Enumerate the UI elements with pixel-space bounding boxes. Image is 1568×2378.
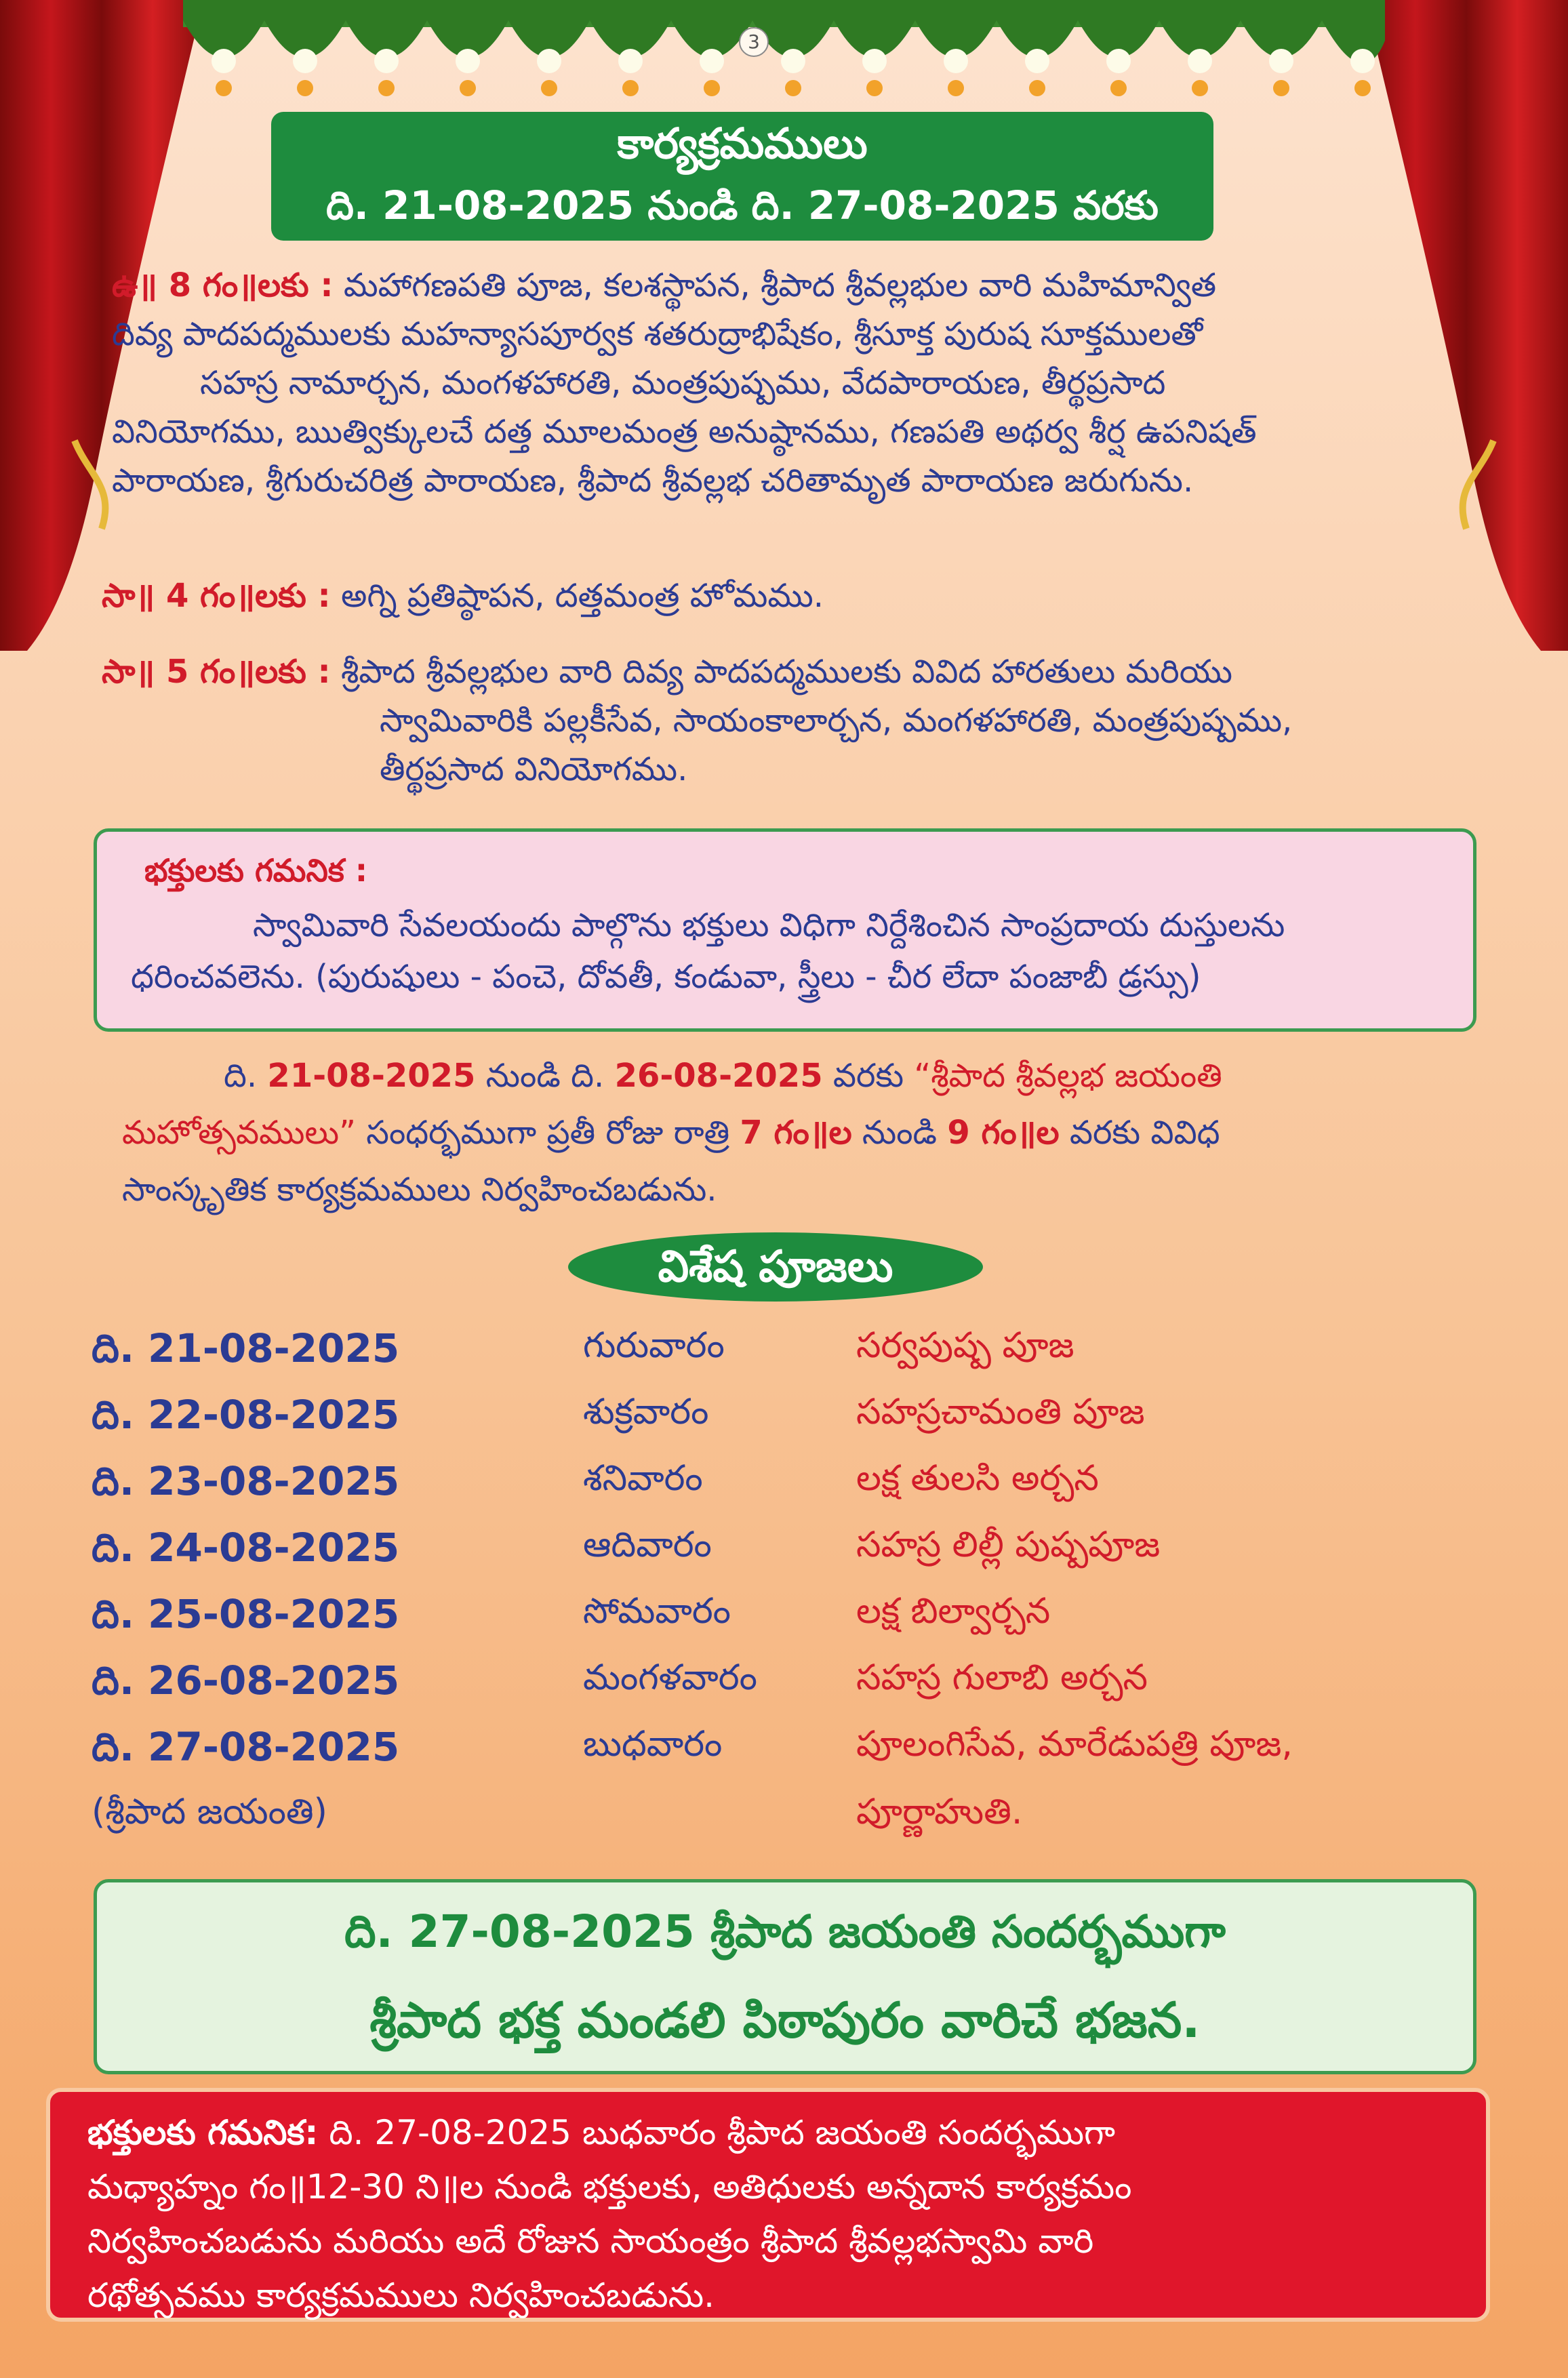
title-box <box>271 112 1213 241</box>
bhajan-box <box>94 1879 1476 2074</box>
schedule-line: స్వామివారికి పల్లకీసేవ, సాయంకాలార్చన, మంగళహారతి, మంత్రపుష్పము, <box>380 702 1293 740</box>
puja-name: సహస్రచామంతి పూజ <box>856 1392 1145 1432</box>
puja-name-cont: పూర్ణాహుతి. <box>856 1792 1023 1832</box>
schedule-line: పారాయణ, శ్రీగురుచరిత్ర పారాయణ, శ్రీపాద శ్రీవల్లభ చరితామృత పారాయణ జరుగును. <box>112 462 1194 500</box>
festival-name: మహోత్సవములు” <box>122 1114 356 1152</box>
puja-date: ది. 27-08-2025 <box>92 1724 400 1770</box>
puja-table <box>92 1325 1481 1853</box>
annadanam-notice <box>46 2088 1490 2322</box>
festival-name: “శ్రీపాద శ్రీవల్లభ జయంతి <box>914 1057 1222 1095</box>
schedule-time: సా॥ 5 గం॥లకు : <box>102 653 331 691</box>
puja-day: సోమవారం <box>583 1591 731 1632</box>
bhajan-line: ది. 27-08-2025 శ్రీపాద జయంతి సందర్భముగా <box>344 1906 1226 1958</box>
date: 21-08-2025 <box>267 1057 476 1095</box>
puja-date-note: (శ్రీపాద జయంతి) <box>92 1792 327 1832</box>
puja-day: గురువారం <box>583 1325 725 1366</box>
notice-line: స్వామివారి సేవలయందు పాల్గొను భక్తులు విధిగా నిర్దేశించిన సాంప్రదాయ దుస్తులను <box>253 906 1285 944</box>
schedule-line: శ్రీపాద శ్రీవల్లభుల వారి దివ్య పాదపద్మములకు వివిద హారతులు మరియు <box>341 653 1233 691</box>
time: 9 గం॥ల <box>947 1114 1060 1152</box>
special-pujas-title: విశేష పూజలు <box>568 1232 983 1302</box>
puja-date: ది. 23-08-2025 <box>92 1458 400 1504</box>
text: వరకు <box>832 1057 904 1095</box>
notice-line: రథోత్సవము కార్యక్రమములు నిర్వహించబడును. <box>87 2276 715 2315</box>
schedule-morning <box>112 261 1468 505</box>
puja-date: ది. 21-08-2025 <box>92 1325 400 1371</box>
puja-row <box>92 1392 1481 1458</box>
text: నుండి ది. <box>485 1057 605 1095</box>
schedule-evening-4 <box>102 571 1491 620</box>
puja-name: సర్వపుష్ప పూజ <box>856 1325 1074 1366</box>
schedule-line: అగ్ని ప్రతిష్ఠాపన, దత్తమంత్ర హోమము. <box>341 577 824 615</box>
puja-day: బుధవారం <box>583 1724 723 1765</box>
text: సాంస్కృతిక కార్యక్రమములు నిర్వహించబడును. <box>122 1171 717 1209</box>
puja-date: ది. 22-08-2025 <box>92 1392 400 1438</box>
date: 26-08-2025 <box>614 1057 823 1095</box>
page-number: 3 <box>739 27 769 57</box>
notice-line: ది. 27-08-2025 బుధవారం శ్రీపాద జయంతి సందర్భముగా <box>329 2113 1116 2152</box>
notice-body <box>131 900 1453 1003</box>
schedule-evening-5 <box>102 647 1491 794</box>
text: సంధర్భముగా ప్రతీ రోజు రాత్రి <box>366 1114 730 1152</box>
cultural-programs-note <box>122 1047 1471 1218</box>
schedule-line: తీర్థప్రసాద వినియోగము. <box>380 750 688 788</box>
puja-name: పూలంగిసేవ, మారేడుపత్రి పూజ, <box>856 1724 1293 1765</box>
notice-line: ధరించవలెను. (పురుషులు - పంచె, దోవతీ, కండువా, స్త్రీలు - చీర లేదా పంజాబీ డ్రస్సు) <box>131 958 1201 996</box>
notice-line: నిర్వహించబడును మరియు అదే రోజున సాయంత్రం శ్రీపాద శ్రీవల్లభస్వామి వారి <box>87 2221 1094 2261</box>
schedule-line: మహాగణపతి పూజ, కలశస్థాపన, శ్రీపాద శ్రీవల్లభుల వారి మహిమాన్విత <box>343 266 1217 304</box>
notice-heading: భక్తులకు గమనిక: <box>87 2113 319 2152</box>
puja-name: లక్ష తులసి అర్చన <box>856 1458 1099 1499</box>
puja-day: మంగళవారం <box>583 1657 757 1698</box>
puja-row <box>92 1325 1481 1392</box>
schedule-time: ఉ॥ 8 గం॥లకు : <box>112 266 334 304</box>
puja-day: శుక్రవారం <box>583 1392 709 1432</box>
text: ది. <box>224 1057 258 1095</box>
puja-row <box>92 1525 1481 1591</box>
puja-day: ఆదివారం <box>583 1525 712 1565</box>
notice-heading: భక్తులకు గమనిక : <box>144 852 368 889</box>
puja-row <box>92 1657 1481 1724</box>
text: నుండి <box>862 1114 938 1152</box>
text: వరకు వివిధ <box>1069 1114 1220 1152</box>
bhajan-line: శ్రీపాద భక్త మండలి పిఠాపురం వారిచే భజన. <box>369 1992 1201 2049</box>
puja-date: ది. 26-08-2025 <box>92 1657 400 1704</box>
flower-garland-icon <box>183 0 1385 115</box>
puja-date: ది. 24-08-2025 <box>92 1525 400 1571</box>
puja-row <box>92 1458 1481 1525</box>
puja-date: ది. 25-08-2025 <box>92 1591 400 1637</box>
puja-day: శనివారం <box>583 1458 703 1499</box>
puja-name: సహస్ర లిల్లీ పుష్పపూజ <box>856 1525 1161 1565</box>
date-range: ది. 21-08-2025 నుండి ది. 27-08-2025 వరకు <box>325 182 1159 228</box>
schedule-time: సా॥ 4 గం॥లకు : <box>102 577 331 615</box>
schedule-line: సహస్ర నామార్చన, మంగళహారతి, మంత్రపుష్పము, వేదపారాయణ, తీర్థప్రసాద <box>200 364 1166 402</box>
puja-name: లక్ష బిల్వార్చన <box>856 1591 1051 1632</box>
notice-line: మధ్యాహ్నం గం॥12-30 ని॥ల నుండి భక్తులకు, అతిధులకు అన్నదాన కార్యక్రమం <box>87 2167 1132 2206</box>
puja-row <box>92 1591 1481 1657</box>
dress-code-notice <box>94 828 1476 1032</box>
page-title: కార్యక్రమములు <box>617 119 868 168</box>
puja-name: సహస్ర గులాబి అర్చన <box>856 1657 1148 1698</box>
time: 7 గం॥ల <box>740 1114 852 1152</box>
schedule-line: దివ్య పాదపద్మములకు మహన్యాసపూర్వక శతరుద్రాభిషేకం, శ్రీసూక్త పురుష సూక్తములతో <box>112 315 1203 353</box>
puja-row <box>92 1724 1481 1853</box>
schedule-line: వినియోగము, ఋత్విక్కులచే దత్త మూలమంత్ర అనుష్ఠానము, గణపతి అథర్వ శీర్ష ఉపనిషత్ <box>112 413 1257 451</box>
